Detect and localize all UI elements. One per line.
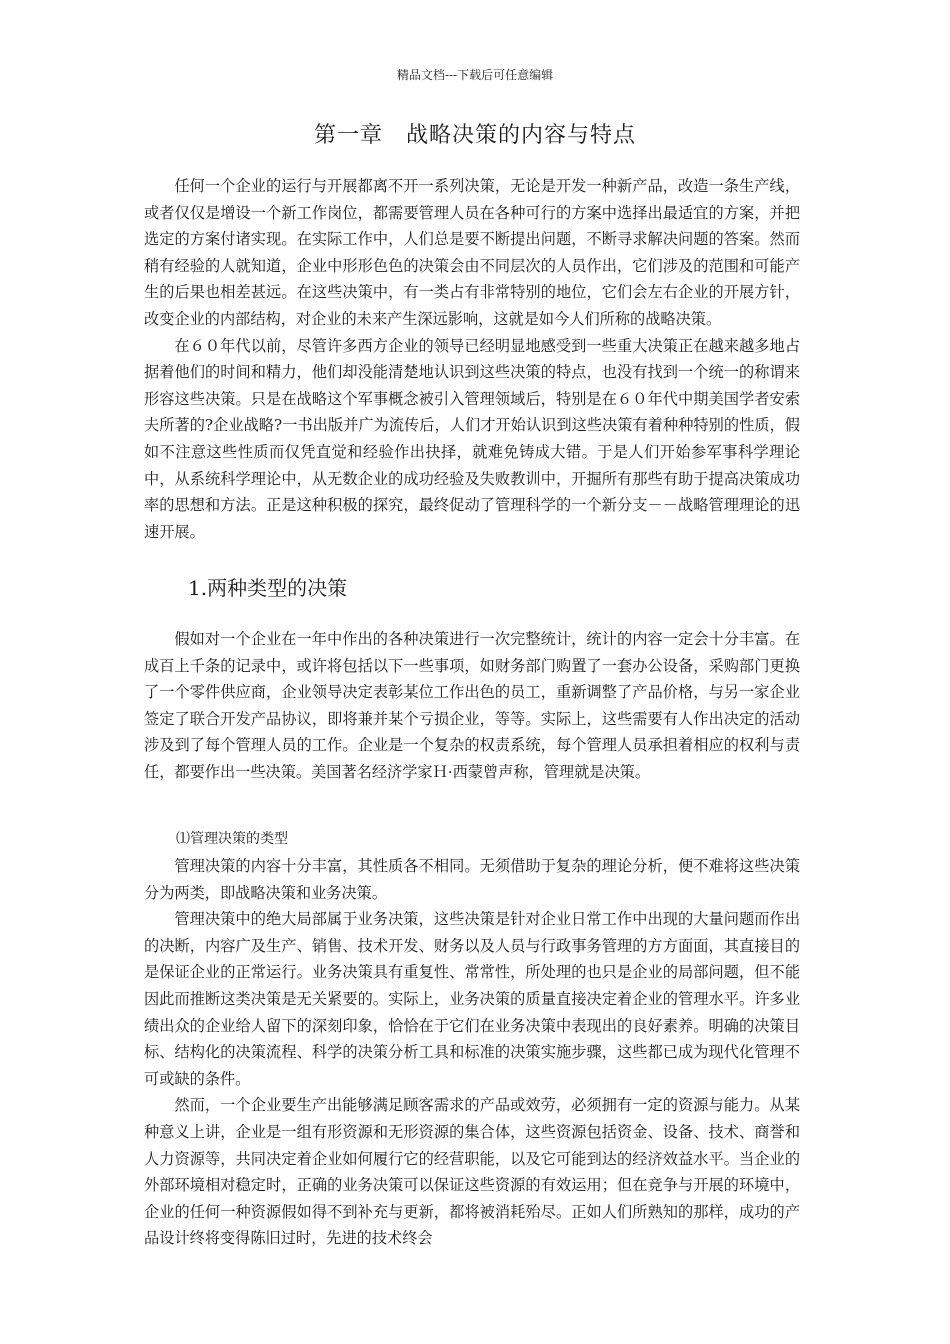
paragraph: 在６０年代以前，尽管许多西方企业的领导已经明显地感受到一些重大决策正在越来越多地占据着他们的时间和精力，他们却没能清楚地认识到这些决策的特点，也没有找到一个统一的称谓来形容这些决策。只是在战略这个军事概念被引入管理领域后，特别是在６０年代中期美国学者安索夫所著的?企业战略?一书出版并广为流传后，人们才开始认识到这些决策有着种种特别的性质，假如不注意这些性质而仅凭直觉和经验作出抉择，就难免铸成大错。于是人们开始参军事科学理论中，从系统科学理论中，从无数企业的成功经验及失败教训中，开掘所有那些有助于提高决策成功率的思想和方法。正是这种积极的探究，最终促动了管理科学的一个新分支－－战略管理理论的迅速开展。 (144, 336, 800, 541)
section-heading: 1.两种类型的决策 (188, 576, 348, 600)
section-text (144, 626, 800, 786)
subsection-text (144, 853, 800, 1252)
chapter-title: 第一章 战略决策的内容与特点 (313, 123, 636, 148)
paragraph: 管理决策的内容十分丰富，其性质各不相同。无须借助于复杂的理论分析，便不难将这些决策分为两类，即战略决策和业务决策。 (144, 857, 800, 902)
paragraph: 管理决策中的绝大局部属于业务决策，这些决策是针对企业日常工作中出现的大量问题而作出的决断，内容广及生产、销售、技术开发、财务以及人员与行政事务管理的方方面面，其直接目的是保证企业的正常运行。业务决策具有重复性、常常性，所处理的也只是企业的局部问题，但不能因此而推断这类决策是无关紧要的。实际上，业务决策的质量直接决定着企业的管理水平。许多业绩出众的企业给人留下的深刻印象，恰恰在于它们在业务决策中表现出的良好素养。明确的决策目标、结构化的决策流程、科学的决策分析工具和标准的决策实施步骤，这些都已成为现代化管理不可或缺的条件。 (144, 910, 800, 1088)
header-note: 精品文档---下载后可任意编辑 (396, 68, 554, 82)
paragraph: 假如对一个企业在一年中作出的各种决策进行一次完整统计，统计的内容一定会十分丰富。在成百上千条的记录中，或许将包括以下一些事项，如财务部门购置了一套办公设备，采购部门更换了一个零件供应商，企业领导决定表彰某位工作出色的员工，重新调整了产品价格，与另一家企业签定了联合开发产品协议，即将兼并某个亏损企业，等等。实际上，这些需要有人作出决定的活动涉及到了每个管理人员的工作。企业是一个复杂的权责系统，每个管理人员承担着相应的权利与责任，都要作出一些决策。美国著名经济学家Ｈ·西蒙曾声称，管理就是决策。 (144, 630, 800, 781)
subsection-heading: ⑴管理决策的类型 (176, 831, 288, 847)
paragraph: 然而，一个企业要生产出能够满足顾客需求的产品或效劳，必须拥有一定的资源与能力。从某种意义上讲，企业是一组有形资源和无形资源的集合体，这些资源包括资金、设备、技术、商誉和人力资源等，共同决定着企业如何履行它的经营职能，以及它可能到达的经济效益水平。当企业的外部环境相对稳定时，正确的业务决策可以保证这些资源的有效运用；但在竞争与开展的环境中，企业的任何一种资源假如得不到补充与更新，都将被消耗殆尽。正如人们所熟知的那样，成功的产品设计终将变得陈旧过时，先进的技术终会 (144, 1096, 800, 1248)
paragraph: 任何一个企业的运行与开展都离不开一系列决策，无论是开发一种新产品，改造一条生产线，或者仅仅是增设一个新工作岗位，都需要管理人员在各种可行的方案中选择出最适宜的方案，并把选定的方案付诸实现。在实际工作中，人们总是要不断提出问题，不断寻求解决问题的答案。然而稍有经验的人就知道，企业中形形色色的决策会由不同层次的人员作出，它们涉及的范围和可能产生的后果也相差甚远。在这些决策中，有一类占有非常特别的地位，它们会左右企业的开展方针，改变企业的内部结构，对企业的未来产生深远影响，这就是如今人们所称的战略决策。 (144, 177, 800, 328)
intro-text (144, 173, 800, 545)
